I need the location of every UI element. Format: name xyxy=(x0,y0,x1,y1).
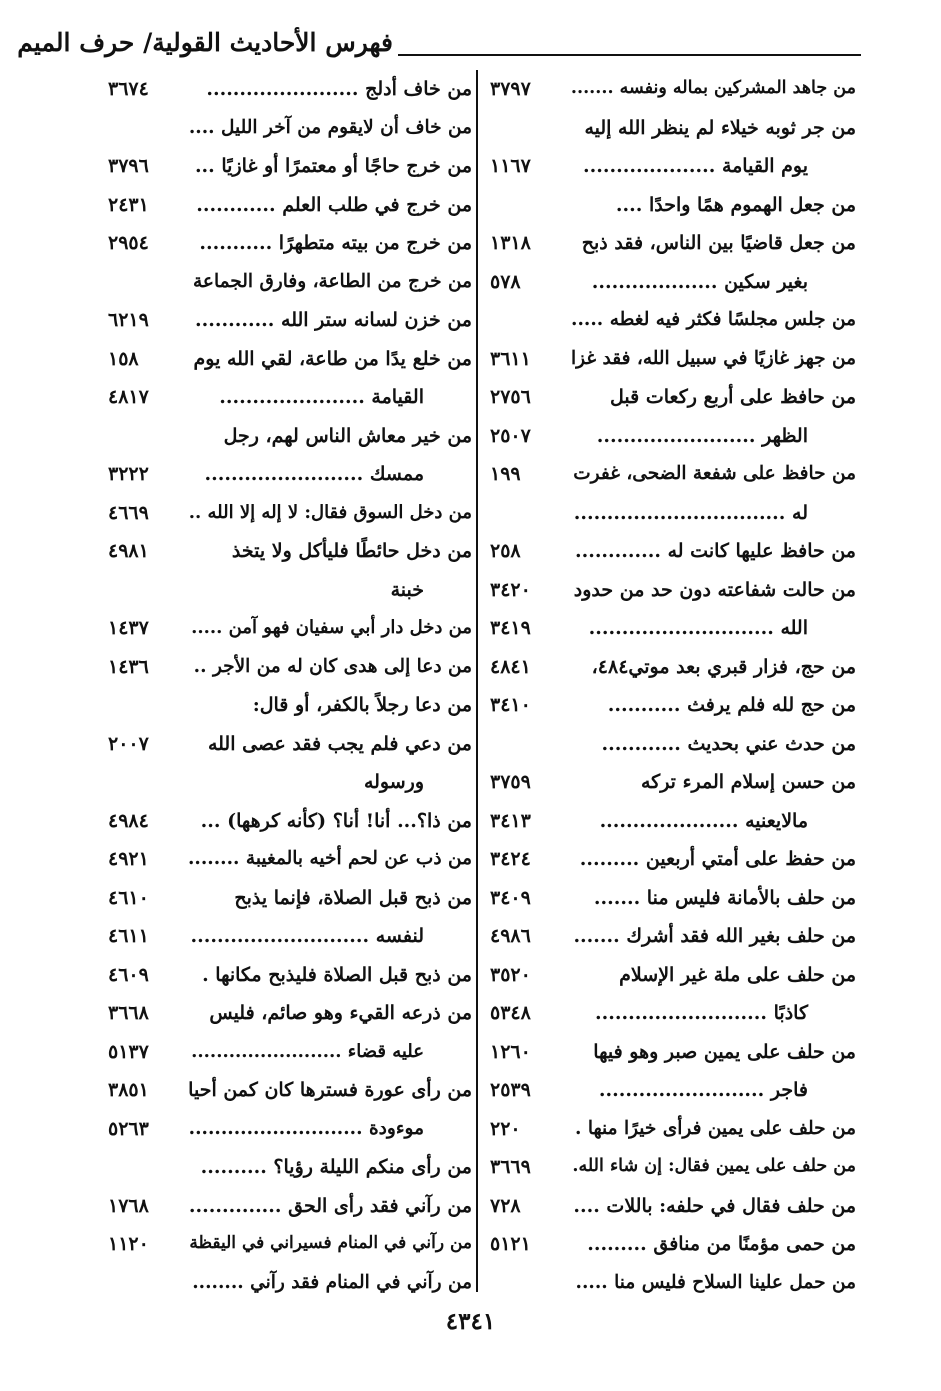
entry-number: ٤٨٤١ xyxy=(490,655,531,678)
index-entry xyxy=(490,1187,856,1226)
entry-text: من رآني في المنام فقد رآني ........ xyxy=(192,1271,472,1293)
index-entry xyxy=(490,686,856,725)
entry-text: من حالت شفاعته دون حد من حدود xyxy=(573,578,856,601)
entry-text: من رآني في المنام فسيراني في اليقظة xyxy=(189,1233,472,1253)
entry-number: ٣٦٧٤ xyxy=(108,78,149,100)
index-entry xyxy=(108,301,472,340)
index-entry xyxy=(490,609,856,648)
entry-text: من جلس مجلسًا فكثر فيه لغطه ..... xyxy=(571,309,856,330)
entry-text: مالايعنيه ..................... xyxy=(599,809,808,832)
entry-text: من ذبح قبل الصلاة فليذبح مكانها . xyxy=(202,963,472,986)
index-entry xyxy=(490,1071,856,1110)
entry-text: من حافظ عليها كانت له ............. xyxy=(574,540,856,562)
entry-text: من حلف على يمين صبر وهو فيها xyxy=(593,1040,856,1063)
index-entry xyxy=(108,224,472,263)
index-entry xyxy=(108,378,472,417)
index-entry xyxy=(490,571,856,610)
entry-text: من رآني فقد رأى الحق .............. xyxy=(188,1194,472,1217)
index-column-right xyxy=(490,70,856,1302)
index-entry xyxy=(108,1187,472,1226)
entry-text: من خاف أدلج ....................... xyxy=(206,78,472,100)
entry-number: ٢٤٣١ xyxy=(108,193,149,216)
index-entry xyxy=(108,1110,472,1149)
entry-text: من حلف على ملة غير الإسلام xyxy=(619,963,856,986)
index-entry xyxy=(490,109,856,148)
entry-number: ١١٦٧ xyxy=(490,155,531,177)
index-entry xyxy=(108,186,472,225)
page-number: ٤٣٤١ xyxy=(445,1308,496,1335)
entry-number: ٣٦٦٨ xyxy=(108,1002,149,1024)
entry-text: كاذبًا .......................... xyxy=(595,1002,808,1024)
entry-number: ٤٩٨١ xyxy=(108,540,149,562)
entry-number: ٣٤٢٤ xyxy=(490,848,531,870)
index-entry xyxy=(490,956,856,995)
entry-number: ١٩٩ xyxy=(490,463,521,485)
index-entry xyxy=(108,956,472,995)
entry-number: ٣٤٠٩ xyxy=(490,886,531,909)
index-entry xyxy=(490,494,856,533)
index-entry xyxy=(108,1033,472,1072)
entry-number: ١٥٨ xyxy=(108,347,139,370)
index-entry xyxy=(108,1148,472,1187)
entry-number: ١١٢٠ xyxy=(108,1233,149,1255)
index-entry xyxy=(490,802,856,841)
entry-text: من دعا رجلاً بالكفر، أو قال: xyxy=(252,694,472,716)
index-entry xyxy=(490,1110,856,1149)
entry-text: من ذا؟... أنا! أنا؟ (كأنه كرهها) ... xyxy=(200,809,472,832)
index-entry xyxy=(490,648,856,687)
index-entry xyxy=(490,725,856,764)
index-entry xyxy=(108,455,472,494)
index-entry xyxy=(108,686,472,725)
entry-text: من حسن إسلام المرء تركه xyxy=(640,771,856,793)
entry-text: له ................................ xyxy=(573,501,808,524)
entry-number: ٤٦٠٩ xyxy=(108,963,149,986)
entry-number: ٣٢٢٢ xyxy=(108,463,149,485)
entry-number: ٥٢٦٣ xyxy=(108,1117,149,1140)
entry-text: من حلف فقال في حلفه: باللات .... xyxy=(573,1194,856,1217)
index-entry xyxy=(108,494,472,533)
entry-number: ٣٤١٣ xyxy=(490,809,531,832)
index-entry xyxy=(108,725,472,764)
index-entry xyxy=(490,340,856,379)
entry-number: ٢٩٥٤ xyxy=(108,232,149,254)
entry-text: القيامة ...................... xyxy=(219,386,424,408)
index-entry xyxy=(490,224,856,263)
entry-text: موءودة ........................... xyxy=(188,1117,424,1139)
index-entry xyxy=(108,109,472,148)
entry-text: من دخل دار أبي سفيان فهو آمن ..... xyxy=(191,617,472,638)
entry-number: ٤٨١٧ xyxy=(108,386,149,408)
entry-text: من جر ثوبه خيلاء لم ينظر الله إليه xyxy=(584,116,856,139)
index-entry xyxy=(490,301,856,340)
entry-number: ٤٩٢١ xyxy=(108,848,149,870)
index-entry xyxy=(108,571,472,610)
entry-text: من حلف بغير الله فقد أشرك ....... xyxy=(573,925,856,947)
entry-text: من جعل قاضيًا بين الناس، فقد ذبح xyxy=(581,232,856,254)
entry-text: من خرج في طلب العلم ............ xyxy=(196,193,472,216)
index-column-left xyxy=(108,70,472,1302)
index-entry xyxy=(490,263,856,302)
index-entry xyxy=(108,340,472,379)
entry-text: لنفسه ........................... xyxy=(190,925,424,947)
index-entry xyxy=(108,1225,472,1264)
index-entry xyxy=(108,917,472,956)
entry-text: من حلف بالأمانة فليس منا ....... xyxy=(593,886,856,909)
entry-text: من خرج حاجًا أو معتمرًا أو غازيًا ... xyxy=(194,155,472,177)
entry-text: الله ............................ xyxy=(588,617,808,639)
entry-text: من ذرعه القيء وهو صائم، فليس xyxy=(209,1002,472,1024)
entry-text: من حمى مؤمنًا من منافق ......... xyxy=(587,1233,856,1255)
entry-text: من خزن لسانه ستر الله ............ xyxy=(195,309,472,331)
index-entry xyxy=(490,1148,856,1187)
index-entry xyxy=(490,840,856,879)
entry-number: ٥٧٨ xyxy=(490,270,521,293)
index-entry xyxy=(490,994,856,1033)
entry-text: خبنة xyxy=(390,578,424,601)
entry-text: من حدث عني بحديث ............ xyxy=(601,732,856,755)
index-entry xyxy=(108,147,472,186)
index-entry xyxy=(490,147,856,186)
entry-text: من حج، فزار قبري بعد موتي٤٨٤، xyxy=(591,655,856,678)
entry-text: من حافظ على أربع ركعات قبل xyxy=(610,386,856,408)
index-entry xyxy=(108,994,472,1033)
entry-text: من جاهد المشركين بماله ونفسه ....... xyxy=(570,78,856,98)
entry-text: بغير سكين ................... xyxy=(591,270,808,293)
index-entry xyxy=(490,532,856,571)
index-entry xyxy=(108,263,472,302)
index-entry xyxy=(108,532,472,571)
entry-text: من خاف أن لايقوم من آخر الليل .... xyxy=(188,116,472,138)
page-title: فهرس الأحاديث القولية/ حرف الميم xyxy=(17,28,393,57)
index-entry xyxy=(490,417,856,456)
entry-text: من ذب عن لحم أخيه بالمغيبة ........ xyxy=(187,848,472,869)
entry-number: ٣٤٢٠ xyxy=(490,578,531,601)
index-entry xyxy=(490,917,856,956)
entry-number: ١٤٣٦ xyxy=(108,655,149,678)
index-entry xyxy=(108,802,472,841)
column-divider xyxy=(476,70,478,1292)
entry-number: ٥١٢١ xyxy=(490,1233,531,1255)
entry-number: ١٣١٨ xyxy=(490,232,531,254)
entry-number: ٥٣٤٨ xyxy=(490,1002,531,1024)
entry-text: من ذبح قبل الصلاة، فإنما يذبح xyxy=(234,886,472,909)
entry-number: ٢٢٠ xyxy=(490,1117,521,1140)
entry-number: ٤٦١٠ xyxy=(108,886,149,909)
entry-number: ٤٩٨٤ xyxy=(108,809,149,832)
index-entry xyxy=(108,840,472,879)
entry-text: من دعا إلى هدى كان له من الأجر .. xyxy=(193,655,472,677)
entry-number: ٢٠٠٧ xyxy=(108,732,149,755)
entry-text: من حج لله فلم يرفث ........... xyxy=(607,694,856,716)
index-entry xyxy=(108,1071,472,1110)
index-entry xyxy=(108,763,472,802)
entry-number: ٢٥٣٩ xyxy=(490,1079,531,1101)
entry-number: ٣٤١٩ xyxy=(490,617,531,639)
entry-text: من حمل علينا السلاح فليس منا ..... xyxy=(575,1271,856,1293)
index-entry xyxy=(108,648,472,687)
entry-number: ٤٦١١ xyxy=(108,925,149,947)
entry-number: ٣٧٩٦ xyxy=(108,155,149,177)
entry-number: ٢٧٥٦ xyxy=(490,386,531,408)
entry-text: من جعل الهموم همًا واحدًا .... xyxy=(615,193,856,216)
entry-text: من رأى عورة فسترها كان كمن أحيا xyxy=(188,1079,472,1101)
entry-text: من خلع يدًا من طاعة، لقي الله يوم xyxy=(193,347,472,370)
index-entry xyxy=(490,1225,856,1264)
index-entry xyxy=(490,70,856,109)
entry-number: ٤٩٨٦ xyxy=(490,925,531,947)
entry-text: من خرج من بيته متطهرًا ........... xyxy=(199,232,472,254)
index-entry xyxy=(108,879,472,918)
index-entry xyxy=(490,1264,856,1303)
entry-text: الظهر ........................ xyxy=(596,424,808,447)
entry-number: ٦٢١٩ xyxy=(108,309,149,331)
entry-number: ١٤٣٧ xyxy=(108,617,149,639)
entry-number: ٧٢٨ xyxy=(490,1194,521,1217)
entry-number: ٣٥٢٠ xyxy=(490,963,531,986)
index-entry xyxy=(108,609,472,648)
entry-number: ٢٥٨ xyxy=(490,540,521,562)
entry-text: من حلف على يمين فرأى خيرًا منها . xyxy=(574,1117,856,1139)
entry-number: ٣٧٥٩ xyxy=(490,771,531,793)
entry-text: من دخل السوق فقال: لا إله إلا الله .. xyxy=(188,501,472,523)
entry-text: من خرج من الطاعة، وفارق الجماعة xyxy=(193,270,472,292)
index-entry xyxy=(490,763,856,802)
entry-number: ٣٤١٠ xyxy=(490,694,531,716)
header-rule xyxy=(398,54,861,56)
entry-number: ٣٦١١ xyxy=(490,347,531,370)
index-entry xyxy=(490,378,856,417)
index-entry xyxy=(490,879,856,918)
entry-number: ١٢٦٠ xyxy=(490,1040,531,1063)
entry-number: ٢٥٠٧ xyxy=(490,424,531,447)
page-header xyxy=(0,24,941,64)
entry-text: من رأى منكم الليلة رؤيا؟ .......... xyxy=(200,1156,472,1178)
entry-text: عليه قضاء ........................ xyxy=(191,1040,424,1062)
index-entry xyxy=(490,455,856,494)
entry-text: من حفظ على أمتي أربعين ......... xyxy=(579,848,856,870)
index-entry xyxy=(108,70,472,109)
entry-text: من دخل حائطًا فليأكل ولا يتخذ xyxy=(231,540,472,562)
entry-number: ٣٦٦٩ xyxy=(490,1156,531,1178)
index-entry xyxy=(108,417,472,456)
index-entry xyxy=(490,186,856,225)
entry-text: ورسوله xyxy=(363,771,424,793)
index-entry xyxy=(108,1264,472,1303)
entry-text: من حافظ على شفعة الضحى، غفرت xyxy=(573,463,856,484)
entry-text: من حلف على يمين فقال: إن شاء الله. xyxy=(572,1156,856,1176)
entry-text: من جهز غازيًا في سبيل الله، فقد غزا xyxy=(571,347,856,369)
entry-text: يوم القيامة .................... xyxy=(583,155,808,177)
entry-text: فاجر ......................... xyxy=(598,1079,808,1101)
entry-number: ٣٧٩٧ xyxy=(490,78,531,100)
entry-text: ممسك ........................ xyxy=(204,463,424,485)
entry-text: من خير معاش الناس لهم، رجل xyxy=(223,424,472,447)
entry-number: ٣٨٥١ xyxy=(108,1079,149,1101)
entry-number: ١٧٦٨ xyxy=(108,1194,149,1217)
entry-text: من دعي فلم يجب فقد عصى الله xyxy=(207,732,472,755)
entry-number: ٤٦٦٩ xyxy=(108,501,149,524)
entry-number: ٥١٣٧ xyxy=(108,1040,149,1063)
index-entry xyxy=(490,1033,856,1072)
